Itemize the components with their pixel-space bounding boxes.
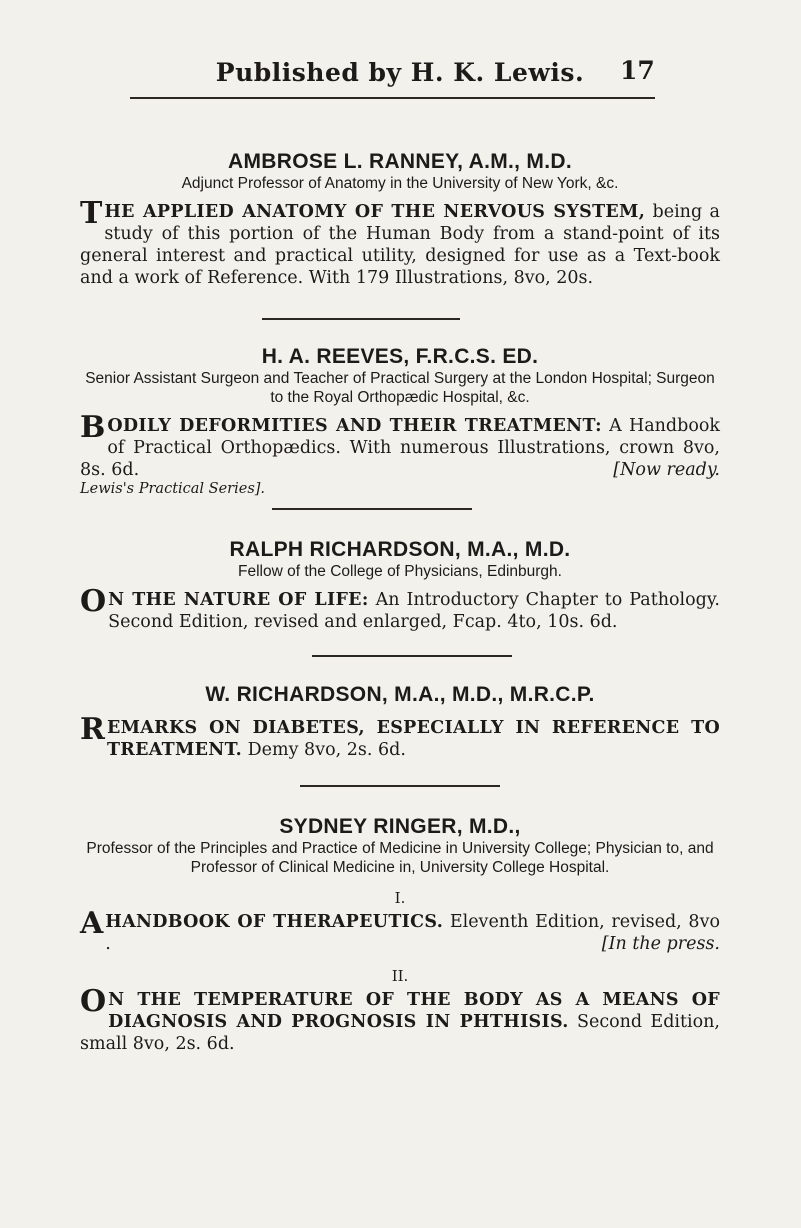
entry-reeves [80, 345, 720, 497]
book-title: ODILY DEFORMITIES AND THEIR TREATMENT: [107, 416, 602, 436]
book-number: I. [394, 889, 406, 907]
page-header: Published by H. K. Lewis. [215, 58, 585, 87]
entry-ranney [80, 150, 720, 289]
book-listing [80, 906, 720, 955]
book-description: Eleventh Edition, revised, 8vo . [105, 912, 720, 954]
drop-cap: T [80, 196, 103, 231]
book-description: Second Edition, small 8vo, 2s. 6d. [80, 1012, 720, 1054]
book-description: An Introductory Chapter to Pathology. Second Edition, revised and enlarged, Fcap. 4to, 10s. 6d. [108, 590, 720, 632]
author-affiliation: Professor of the Principles and Practice of Medicine in University College; Physician to, and Professor of Clinical Medicine in, University College Hospital. [86, 840, 714, 876]
author-affiliation: Adjunct Professor of Anatomy in the University of New York, &c. [181, 175, 619, 192]
drop-cap: B [80, 410, 106, 445]
book-listing [80, 584, 720, 633]
book-title: EMARKS ON DIABETES, ESPECIALLY IN REFERENCE TO TREATMENT. [106, 718, 720, 760]
book-title: N THE TEMPERATURE OF THE BODY AS A MEANS OF DIAGNOSIS AND PROGNOSIS IN PHTHISIS. [108, 990, 720, 1032]
author-affiliation: Fellow of the College of Physicians, Edinburgh. [238, 563, 562, 580]
author-name: AMBROSE L. RANNEY, A.M., M.D. [228, 150, 572, 173]
entry-ralph-richardson [80, 538, 720, 633]
book-listing [80, 196, 720, 289]
drop-cap: O [80, 984, 107, 1019]
availability-status: [Now ready. [613, 460, 720, 480]
entry-w-richardson [80, 683, 720, 761]
book-description: A Handbook of Practical Orthopædics. With numerous Illustrations, crown 8vo, 8s. 6d. [80, 416, 721, 480]
author-name: RALPH RICHARDSON, M.A., M.D. [229, 538, 571, 561]
series-name: Lewis's Practical Series]. [80, 481, 266, 497]
book-description: Demy 8vo, 2s. 6d. [242, 740, 406, 760]
author-name: W. RICHARDSON, M.A., M.D., M.R.C.P. [205, 683, 595, 706]
page-number: 17 [620, 56, 655, 85]
author-affiliation: Senior Assistant Surgeon and Teacher of Practical Surgery at the London Hospital; Surgeon to the Royal Orthopædic Hospital, &c. [85, 370, 715, 406]
separator-rule [262, 318, 460, 320]
book-title: HE APPLIED ANATOMY OF THE NERVOUS SYSTEM, [104, 202, 646, 222]
author-name: SYDNEY RINGER, M.D., [279, 815, 521, 838]
entry-ringer [80, 815, 720, 1055]
book-number: II. [391, 967, 409, 985]
book-listing [80, 984, 720, 1055]
book-title: N THE NATURE OF LIFE: [108, 590, 369, 610]
drop-cap: R [80, 712, 105, 747]
book-listing [80, 712, 720, 761]
availability-status: [In the press. [601, 934, 720, 954]
author-name: H. A. REEVES, F.R.C.S. ED. [261, 345, 539, 368]
separator-rule [272, 508, 472, 510]
separator-rule [312, 655, 512, 657]
book-title: HANDBOOK OF THERAPEUTICS. [105, 912, 444, 932]
book-description: being a study of this portion of the Human Body from a stand-point of its general interest and practical utility, designed for use as a Text-book and a work of Reference. With 179 Illustrations, 8vo, 20s. [80, 202, 720, 288]
drop-cap: O [80, 584, 107, 619]
drop-cap: A [80, 906, 104, 941]
book-listing [80, 410, 721, 481]
header-rule [130, 97, 655, 99]
separator-rule [300, 785, 500, 787]
